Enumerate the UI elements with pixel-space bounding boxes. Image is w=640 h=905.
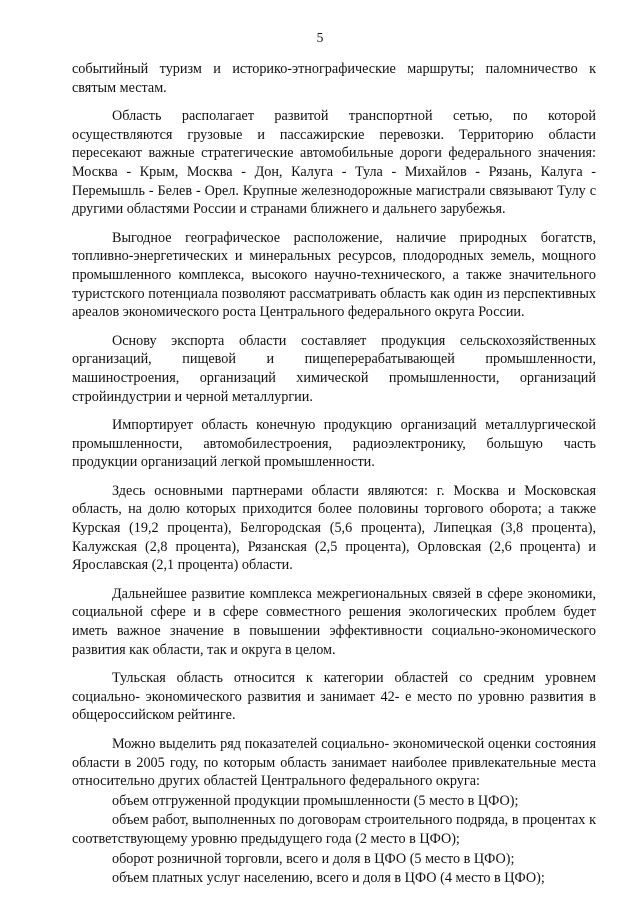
page-number: 5: [316, 30, 324, 45]
list-item: объем работ, выполненных по договорам строительного подряда, в процентах к соответствующему уровню предыдущего года (2 место в ЦФО);: [72, 812, 596, 847]
paragraph-partners: Здесь основными партнерами области являются: г. Москва и Московская область, на долю которых приходится более половины торгового оборота; а также Курская (19,2 процента), Белгородская (5,6 процента), Липецкая (3,8 процента), Калужская (2,8 процента), Рязанская (2,5 процента), Орловская (2,6 процента) и Ярославская (2,1 процента) области.: [72, 482, 596, 574]
paragraph-development: Дальнейшее развитие комплекса межрегиональных связей в сфере экономики, социальной сфере и в сфере совместного решения экологических проблем будет иметь важное значение в повышении эффективности социально-экономического развития как области, так и округа в целом.: [72, 585, 596, 658]
list-item: объем платных услуг населению, всего и доля в ЦФО (4 место в ЦФО);: [112, 870, 545, 887]
paragraph-geography: Выгодное географическое расположение, наличие природных богатств, топливно-энергетических и минеральных ресурсов, плодородных земель, мощного промышленного комплекса, высокого научно-технического, а также значительного туристского потенциала позволяют рассматривать область как один из перспективных ареалов экономического роста Центрального федерального округа России.: [72, 229, 596, 321]
paragraph-rating: Тульская область относится к категории областей со средним уровнем социально- экономического развития и занимает 42- е место по уровню развития в общероссийском рейтинге.: [72, 670, 596, 724]
paragraph-continuation: событийный туризм и историко-этнографические маршруты; паломничество к святым местам.: [72, 61, 596, 96]
list-item: объем отгруженной продукции промышленности (5 место в ЦФО);: [112, 792, 519, 809]
paragraph-indicators: Можно выделить ряд показателей социально- экономической оценки состояния области в 2005 году, по которым область занимает наиболее привлекательные места относительно других областей Центрального федерального округа:: [72, 736, 596, 790]
document-body: [72, 60, 596, 889]
paragraph-import: Импортирует область конечную продукцию организаций металлургической промышленности, автомобилестроения, радиоэлектронику, большую часть продукции организаций легкой промышленности.: [72, 417, 596, 471]
paragraph-export: Основу экспорта области составляет продукция сельскохозяйственных организаций, пищевой и пищеперерабатывающей промышленности, машиностроения, организаций химической промышленности, организаций стройиндустрии и черной металлургии.: [72, 332, 596, 405]
list-item: оборот розничной торговли, всего и доля в ЦФО (5 место в ЦФО);: [112, 850, 515, 867]
paragraph-transport: Область располагает развитой транспортной сетью, по которой осуществляются грузовые и пассажирские перевозки. Территорию области пересекают важные стратегические автомобильные дороги федерального значения: Москва - Крым, Москва - Дон, Калуга - Тула - Михайлов - Рязань, Калуга - Перемышль - Белев - Орел. Крупные железнодорожные магистрали связывают Тулу с другими областями России и странами ближнего и дальнего зарубежья.: [72, 108, 596, 218]
